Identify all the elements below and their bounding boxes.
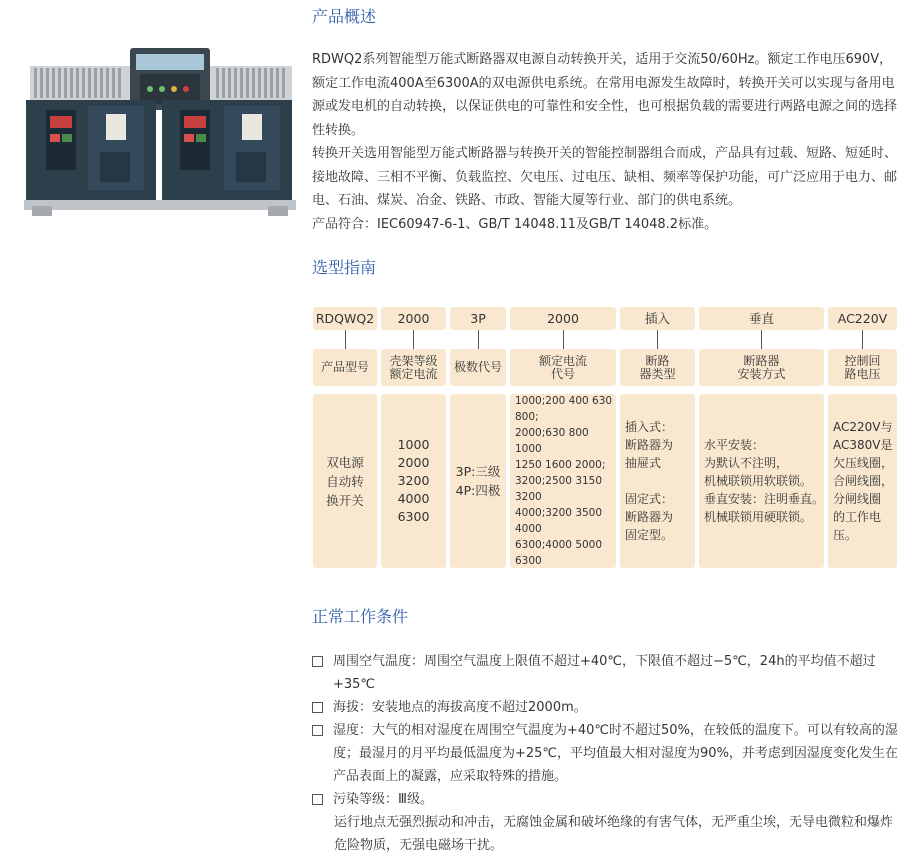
desc-model: 双电源 自动转 换开关	[313, 394, 377, 568]
condition-humidity: 湿度：大气的相对湿度在周围空气温度为+40℃时不超过50%，在较低的温度下。可以有较高的湿度；最湿月的月平均最低温度为+25℃，平均值最大相对湿度为90%，并考虑到因湿度变化发生在产品表面上的凝露，应采取特殊的措施。	[333, 723, 898, 784]
code-control-voltage: AC220V	[828, 307, 897, 330]
product-photo	[20, 44, 300, 222]
conditions-title: 正常工作条件	[312, 607, 409, 626]
code-model: RDQWQ2	[313, 307, 377, 330]
desc-install-mode: 水平安装： 为默认不注明， 机械联锁用软联锁。 垂直安装：注明垂直。 机械联锁用硬联锁。	[699, 394, 824, 568]
condition-pollution: 污染等级：Ⅲ级。	[333, 792, 433, 807]
connector-line	[413, 330, 414, 349]
condition-temperature: 周围空气温度：周围空气温度上限值不超过+40℃，下限值不超过−5℃，24h的平均值不超过+35℃	[333, 654, 876, 692]
desc-frame-current: 1000 2000 3200 4000 6300	[381, 394, 446, 568]
code-install-mode: 垂直	[699, 307, 824, 330]
desc-control-voltage: AC220V与 AC380V是 欠压线圈， 合闸线圈， 分闸线圈 的工作电 压。	[828, 394, 897, 568]
label-frame-current: 壳架等级 额定电流	[381, 349, 446, 386]
label-control-voltage: 控制回 路电压	[828, 349, 897, 386]
code-breaker-type: 插入	[620, 307, 695, 330]
connector-line	[563, 330, 564, 349]
connector-line	[761, 330, 762, 349]
list-item	[312, 788, 902, 811]
label-poles: 极数代号	[450, 349, 506, 386]
label-install-mode: 断路器 安装方式	[699, 349, 824, 386]
connector-line	[862, 330, 863, 349]
desc-breaker-type: 插入式： 断路器为 抽屉式 固定式： 断路器为 固定型。	[620, 394, 695, 568]
label-model: 产品型号	[313, 349, 377, 386]
desc-poles: 3P:三级 4P:四极	[450, 394, 506, 568]
connector-line	[657, 330, 658, 349]
condition-environment-note: 运行地点无强烈振动和冲击，无腐蚀金属和破坏绝缘的有害气体，无严重尘埃，无导电微粒和爆炸危险物质，无强电磁场干扰。	[334, 815, 894, 853]
code-rated-current: 2000	[510, 307, 616, 330]
label-breaker-type: 断路 器类型	[620, 349, 695, 386]
connector-line	[478, 330, 479, 349]
checkbox-icon	[312, 794, 323, 805]
checkbox-icon	[312, 725, 323, 736]
list-item	[312, 650, 902, 696]
desc-rated-current: 1000;200 400 630 800; 2000;630 800 1000 1250 1600 2000; 3200;2500 3150 3200 4000;3200 3500 4000 6300;4000 5000 6300	[510, 394, 616, 568]
overview-paragraph-2: 转换开关选用智能型万能式断路器与转换开关的智能控制器组合而成，产品具有过载、短路、短延时、接地故障、三相不平衡、负载监控、欠电压、过电压、缺相、频率等保护功能，可广泛应用于电力、邮电、石油、煤炭、冶金、铁路、市政、智能大厦等行业、部门的供电系统。	[312, 146, 898, 208]
selection-title: 选型指南	[312, 258, 377, 277]
conditions-list	[312, 650, 902, 857]
condition-altitude: 海拔：安装地点的海拔高度不超过2000m。	[333, 700, 587, 715]
code-poles: 3P	[450, 307, 506, 330]
checkbox-icon	[312, 656, 323, 667]
label-rated-current: 额定电流 代号	[510, 349, 616, 386]
overview-text	[312, 48, 902, 236]
list-item	[312, 696, 902, 719]
checkbox-icon	[312, 702, 323, 713]
connector-line	[345, 330, 346, 349]
code-frame-current: 2000	[381, 307, 446, 330]
overview-paragraph-3: 产品符合：IEC60947-6-1、GB/T 14048.11及GB/T 14048.2标准。	[312, 216, 718, 232]
overview-title: 产品概述	[312, 7, 377, 26]
list-item	[312, 719, 902, 788]
overview-paragraph-1: RDWQ2系列智能型万能式断路器双电源自动转换开关，适用于交流50/60Hz。额定工作电压690V，额定工作电流400A至6300A的双电源供电系统。在常用电源发生故障时，转换开关可以实现与备用电源或发电机的自动转换，以保证供电的可靠性和安全性，也可根据负载的需要进行两路电源之间的选择性转换。	[312, 52, 898, 138]
